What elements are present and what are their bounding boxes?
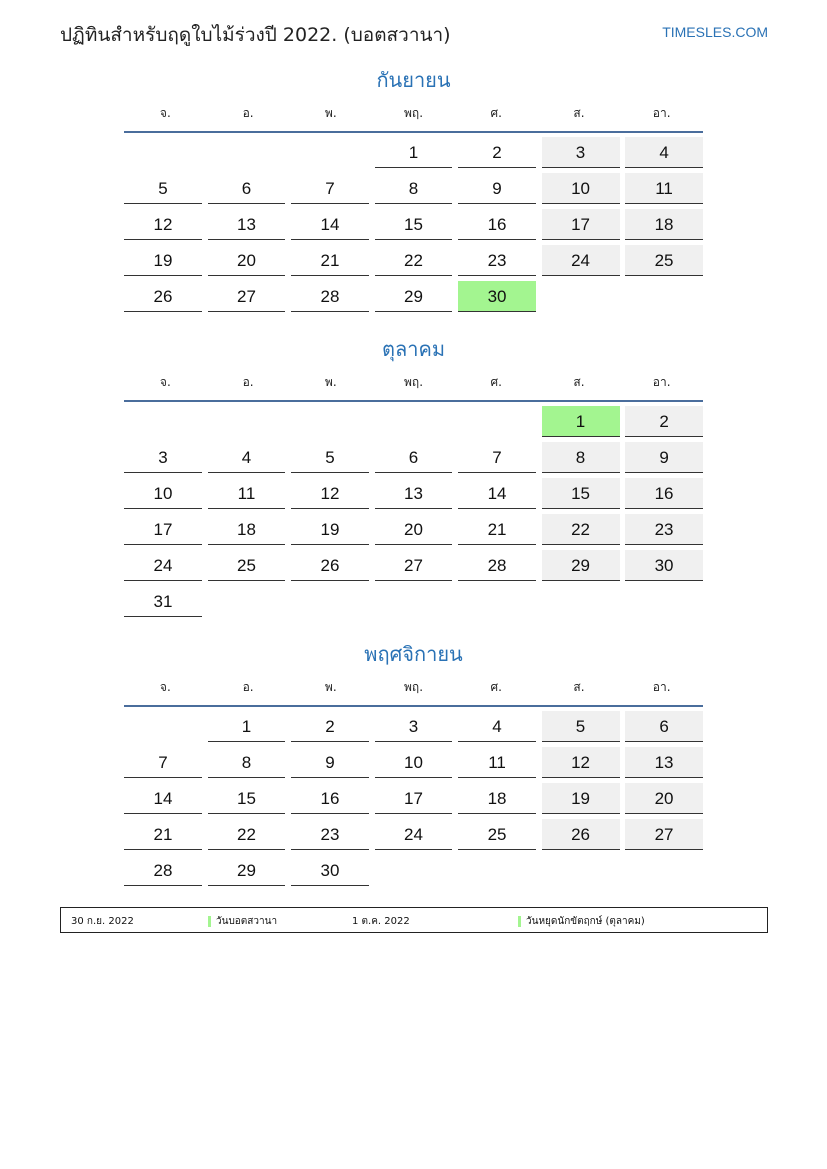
legend-holiday xyxy=(208,914,277,929)
day-cell[interactable]: 26 xyxy=(542,819,620,850)
day-cell[interactable]: 22 xyxy=(375,245,453,276)
day-cell[interactable]: 27 xyxy=(625,819,703,850)
day-cell[interactable]: 15 xyxy=(542,478,620,509)
week-row xyxy=(124,711,703,747)
day-cell[interactable]: 19 xyxy=(124,245,202,276)
month-grid xyxy=(124,137,703,317)
day-cell[interactable]: 6 xyxy=(375,442,453,473)
day-cell[interactable]: 25 xyxy=(458,819,536,850)
page-header xyxy=(60,20,768,48)
day-cell[interactable]: 12 xyxy=(542,747,620,778)
day-cell[interactable]: 20 xyxy=(375,514,453,545)
week-row xyxy=(124,514,703,550)
month-title: กันยายน xyxy=(376,68,451,92)
day-cell[interactable]: 26 xyxy=(291,550,369,581)
empty-cell xyxy=(542,855,620,886)
empty-cell xyxy=(124,406,202,437)
day-cell[interactable]: 25 xyxy=(208,550,286,581)
weekday-label: จ. xyxy=(159,680,171,694)
day-cell[interactable]: 6 xyxy=(625,711,703,742)
week-row xyxy=(124,281,703,317)
week-row xyxy=(124,442,703,478)
weekday-label: อ. xyxy=(242,680,254,694)
day-cell[interactable]: 6 xyxy=(208,173,286,204)
day-cell[interactable]: 22 xyxy=(208,819,286,850)
weekday-label: จ. xyxy=(159,375,171,389)
day-cell[interactable]: 17 xyxy=(542,209,620,240)
day-cell[interactable]: 14 xyxy=(124,783,202,814)
weekday-label: พฤ. xyxy=(404,375,424,389)
legend-date: 1 ต.ค. 2022 xyxy=(352,916,410,927)
week-row xyxy=(124,209,703,245)
day-cell[interactable]: 9 xyxy=(291,747,369,778)
day-cell[interactable]: 1 xyxy=(375,137,453,168)
day-cell[interactable]: 4 xyxy=(458,711,536,742)
day-cell[interactable]: 3 xyxy=(375,711,453,742)
weekday-header xyxy=(124,372,703,402)
day-cell[interactable]: 2 xyxy=(291,711,369,742)
day-cell[interactable]: 15 xyxy=(375,209,453,240)
day-cell[interactable]: 5 xyxy=(124,173,202,204)
empty-cell xyxy=(124,711,202,742)
day-cell[interactable]: 18 xyxy=(625,209,703,240)
day-cell[interactable]: 11 xyxy=(458,747,536,778)
day-cell[interactable]: 20 xyxy=(625,783,703,814)
day-cell[interactable]: 27 xyxy=(375,550,453,581)
week-row xyxy=(124,855,703,891)
legend-holiday-name: วันหยุดนักขัตฤกษ์ (ตุลาคม) xyxy=(526,916,645,927)
day-cell[interactable]: 17 xyxy=(375,783,453,814)
empty-cell xyxy=(291,406,369,437)
day-cell[interactable]: 23 xyxy=(291,819,369,850)
weekday-label: อา. xyxy=(652,375,671,389)
holiday-marker xyxy=(208,916,211,927)
day-cell[interactable]: 30 xyxy=(625,550,703,581)
day-cell[interactable]: 1 xyxy=(208,711,286,742)
month-grid xyxy=(124,711,703,891)
day-cell[interactable]: 27 xyxy=(208,281,286,312)
empty-cell xyxy=(625,281,703,312)
week-row xyxy=(124,819,703,855)
day-cell[interactable]: 9 xyxy=(458,173,536,204)
day-cell[interactable]: 12 xyxy=(291,478,369,509)
day-cell[interactable]: 23 xyxy=(625,514,703,545)
holiday-day-cell[interactable]: 1 xyxy=(542,406,620,437)
weekday-label: พ. xyxy=(324,375,337,389)
week-row xyxy=(124,173,703,209)
empty-cell xyxy=(291,137,369,168)
day-cell[interactable]: 16 xyxy=(625,478,703,509)
day-cell[interactable]: 7 xyxy=(458,442,536,473)
day-cell[interactable]: 13 xyxy=(375,478,453,509)
weekday-label: อ. xyxy=(242,375,254,389)
empty-cell xyxy=(542,586,620,617)
weekday-header xyxy=(124,677,703,707)
day-cell[interactable]: 28 xyxy=(291,281,369,312)
day-cell[interactable]: 29 xyxy=(542,550,620,581)
day-cell[interactable]: 19 xyxy=(291,514,369,545)
legend-date: 30 ก.ย. 2022 xyxy=(71,916,134,927)
day-cell[interactable]: 24 xyxy=(375,819,453,850)
empty-cell xyxy=(625,586,703,617)
month-title: พฤศจิกายน xyxy=(364,642,463,666)
day-cell[interactable]: 18 xyxy=(208,514,286,545)
empty-cell xyxy=(375,586,453,617)
empty-cell xyxy=(124,137,202,168)
day-cell[interactable]: 29 xyxy=(208,855,286,886)
day-cell[interactable]: 2 xyxy=(458,137,536,168)
week-row xyxy=(124,586,703,622)
day-cell[interactable]: 22 xyxy=(542,514,620,545)
day-cell[interactable]: 8 xyxy=(542,442,620,473)
month-grid xyxy=(124,406,703,622)
weekday-label: ส. xyxy=(573,375,585,389)
weekday-label: พฤ. xyxy=(404,106,424,120)
day-cell[interactable]: 31 xyxy=(124,586,202,617)
empty-cell xyxy=(208,586,286,617)
weekday-label: ศ. xyxy=(490,106,502,120)
day-cell[interactable]: 21 xyxy=(291,245,369,276)
week-row xyxy=(124,478,703,514)
weekday-label: อา. xyxy=(652,680,671,694)
day-cell[interactable]: 10 xyxy=(124,478,202,509)
day-cell[interactable]: 23 xyxy=(458,245,536,276)
weekday-header xyxy=(124,103,703,133)
weekday-label: อ. xyxy=(242,106,254,120)
day-cell[interactable]: 24 xyxy=(124,550,202,581)
holiday-legend xyxy=(60,907,768,933)
holiday-marker xyxy=(518,916,521,927)
month-title: ตุลาคม xyxy=(381,337,446,361)
day-cell[interactable]: 9 xyxy=(625,442,703,473)
day-cell[interactable]: 13 xyxy=(625,747,703,778)
day-cell[interactable]: 12 xyxy=(124,209,202,240)
empty-cell xyxy=(458,586,536,617)
empty-cell xyxy=(375,406,453,437)
day-cell[interactable]: 13 xyxy=(208,209,286,240)
day-cell[interactable]: 4 xyxy=(625,137,703,168)
day-cell[interactable]: 16 xyxy=(291,783,369,814)
day-cell[interactable]: 21 xyxy=(458,514,536,545)
day-cell[interactable]: 14 xyxy=(458,478,536,509)
weekday-label: พฤ. xyxy=(404,680,424,694)
weekday-label: ศ. xyxy=(490,375,502,389)
day-cell[interactable]: 19 xyxy=(542,783,620,814)
weekday-label: ส. xyxy=(573,106,585,120)
holiday-day-cell[interactable]: 30 xyxy=(458,281,536,312)
legend-holiday-name: วันบอตสวานา xyxy=(216,916,278,927)
empty-cell xyxy=(208,137,286,168)
day-cell[interactable]: 5 xyxy=(291,442,369,473)
week-row xyxy=(124,406,703,442)
day-cell[interactable]: 28 xyxy=(124,855,202,886)
day-cell[interactable]: 28 xyxy=(458,550,536,581)
month-november xyxy=(124,639,703,891)
day-cell[interactable]: 3 xyxy=(542,137,620,168)
day-cell[interactable]: 4 xyxy=(208,442,286,473)
day-cell[interactable]: 14 xyxy=(291,209,369,240)
week-row xyxy=(124,783,703,819)
brand-link[interactable]: TIMESLES.COM xyxy=(662,24,768,40)
day-cell[interactable]: 16 xyxy=(458,209,536,240)
empty-cell xyxy=(208,406,286,437)
day-cell[interactable]: 21 xyxy=(124,819,202,850)
weekday-label: ศ. xyxy=(490,680,502,694)
day-cell[interactable]: 7 xyxy=(291,173,369,204)
empty-cell xyxy=(375,855,453,886)
day-cell[interactable]: 3 xyxy=(124,442,202,473)
page-title: ปฏิทินสำหรับฤดูใบไม้ร่วงปี 2022. (บอตสวานา) xyxy=(60,24,451,46)
weekday-label: พ. xyxy=(324,680,337,694)
month-september xyxy=(124,65,703,317)
weekday-label: ส. xyxy=(573,680,585,694)
week-row xyxy=(124,747,703,783)
week-row xyxy=(124,550,703,586)
day-cell[interactable]: 25 xyxy=(625,245,703,276)
day-cell[interactable]: 30 xyxy=(291,855,369,886)
day-cell[interactable]: 24 xyxy=(542,245,620,276)
day-cell[interactable]: 5 xyxy=(542,711,620,742)
weekday-label: พ. xyxy=(324,106,337,120)
weekday-label: อา. xyxy=(652,106,671,120)
day-cell[interactable]: 26 xyxy=(124,281,202,312)
weekday-label: จ. xyxy=(159,106,171,120)
day-cell[interactable]: 7 xyxy=(124,747,202,778)
day-cell[interactable]: 8 xyxy=(208,747,286,778)
day-cell[interactable]: 2 xyxy=(625,406,703,437)
empty-cell xyxy=(458,855,536,886)
day-cell[interactable]: 10 xyxy=(375,747,453,778)
empty-cell xyxy=(542,281,620,312)
empty-cell xyxy=(458,406,536,437)
empty-cell xyxy=(625,855,703,886)
day-cell[interactable]: 18 xyxy=(458,783,536,814)
day-cell[interactable]: 20 xyxy=(208,245,286,276)
week-row xyxy=(124,245,703,281)
day-cell[interactable]: 10 xyxy=(542,173,620,204)
week-row xyxy=(124,137,703,173)
month-october xyxy=(124,334,703,622)
day-cell[interactable]: 11 xyxy=(625,173,703,204)
empty-cell xyxy=(291,586,369,617)
day-cell[interactable]: 11 xyxy=(208,478,286,509)
day-cell[interactable]: 29 xyxy=(375,281,453,312)
legend-holiday xyxy=(518,914,645,929)
day-cell[interactable]: 17 xyxy=(124,514,202,545)
day-cell[interactable]: 8 xyxy=(375,173,453,204)
day-cell[interactable]: 15 xyxy=(208,783,286,814)
